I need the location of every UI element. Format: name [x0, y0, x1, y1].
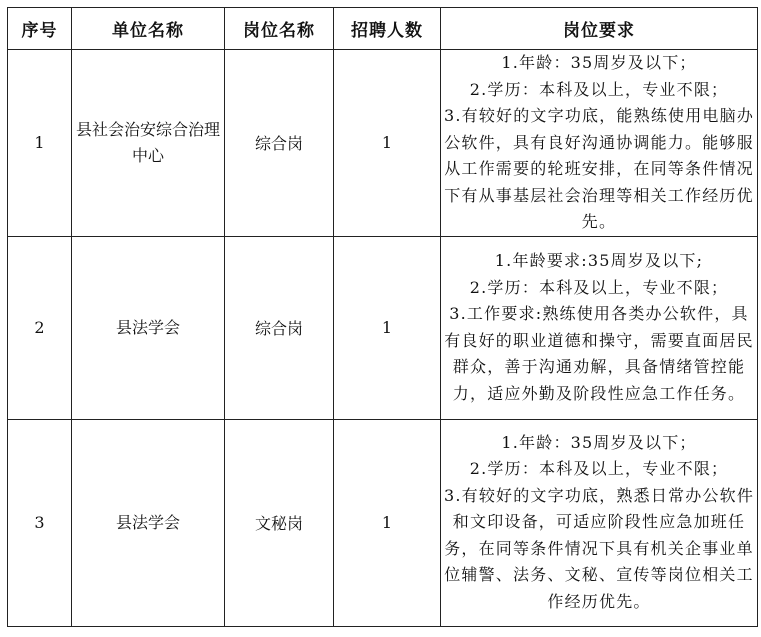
serial-number-cell: 1 [8, 50, 72, 237]
recruit-count-cell: 1 [334, 50, 441, 237]
requirements-cell [441, 236, 758, 419]
post-name-cell: 综合岗 [225, 50, 334, 237]
table-row [8, 419, 758, 626]
post-name-cell: 综合岗 [225, 236, 334, 419]
unit-name-cell: 县社会治安综合治理中心 [72, 50, 225, 237]
header-row [8, 8, 758, 50]
recruit-count-cell: 1 [334, 419, 441, 626]
requirement-education: 2.学历：本科及以上，专业不限； [469, 79, 729, 99]
requirements-cell [441, 50, 758, 237]
requirement-age: 1.年龄：35周岁及以下； [501, 53, 697, 72]
header-post-name: 岗位名称 [225, 8, 334, 50]
header-post-requirements: 岗位要求 [441, 8, 758, 50]
unit-name-cell: 县法学会 [72, 236, 225, 419]
header-unit-name: 单位名称 [72, 8, 225, 50]
recruitment-table [7, 7, 758, 627]
requirement-ability: 3.工作要求:熟练使用各类办公软件，具有良好的职业道德和操守，需要直面居民群众，善于沟通劝解，具备情绪管控能力，适应外勤及阶段性应急工作任务。 [444, 304, 754, 403]
requirement-age: 1.年龄：35周岁及以下； [501, 432, 697, 452]
serial-number-cell: 2 [8, 236, 72, 419]
post-name-cell: 文秘岗 [225, 419, 334, 626]
requirement-education: 2.学历：本科及以上，专业不限； [469, 277, 729, 297]
header-recruit-count: 招聘人数 [334, 8, 441, 50]
requirement-education: 2.学历：本科及以上，专业不限； [469, 459, 729, 479]
header-serial-number: 序号 [8, 8, 72, 50]
requirements-cell [441, 419, 758, 626]
recruit-count-cell: 1 [334, 236, 441, 419]
requirement-age: 1.年龄要求:35周岁及以下; [494, 251, 704, 270]
table-row [8, 236, 758, 419]
requirement-ability: 3.有较好的文字功底，熟悉日常办公软件和文印设备，可适应阶段性应急加班任务，在同等条件情况下具有机关企事业单位辅警、法务、文秘、宣传等岗位相关工作经历优先。 [443, 485, 755, 611]
requirement-ability: 3.有较好的文字功底，能熟练使用电脑办公软件，具有良好沟通协调能力。能够服从工作需要的轮班安排，在同等条件情况下有从事基层社会治理等相关工作经历优先。 [443, 106, 755, 231]
table-row [8, 50, 758, 237]
serial-number-cell: 3 [8, 419, 72, 626]
unit-name-cell: 县法学会 [72, 419, 225, 626]
